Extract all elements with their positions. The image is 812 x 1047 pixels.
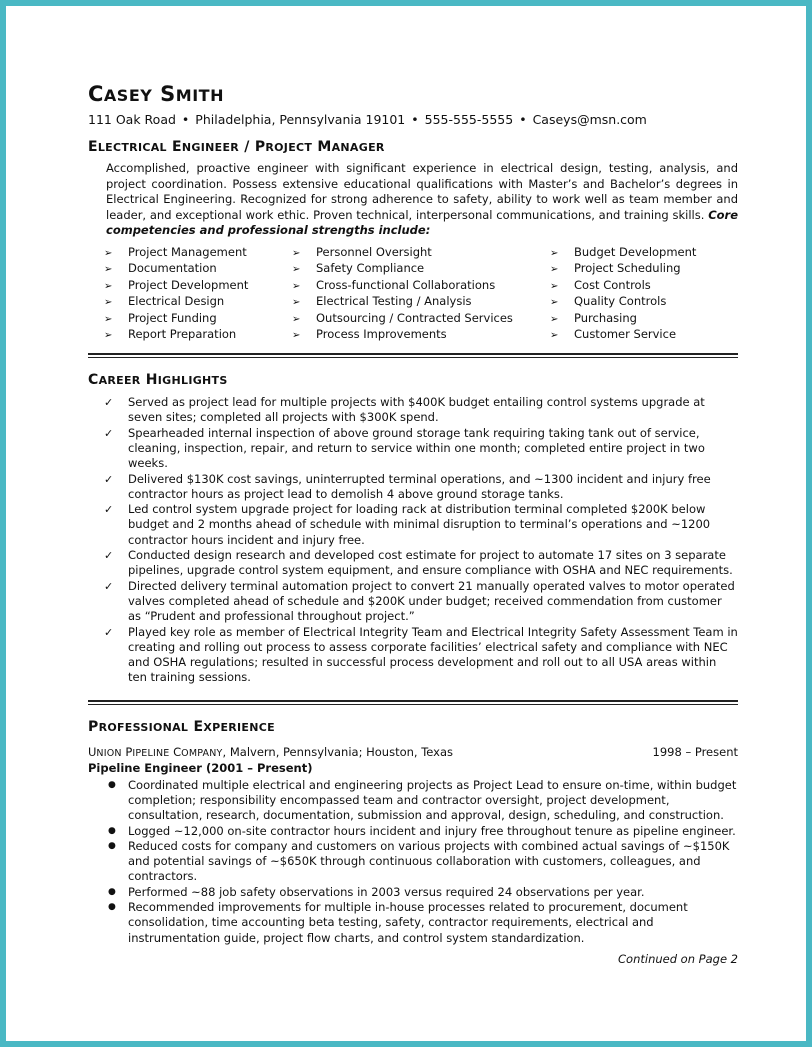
career-highlights-heading: CAREER HIGHLIGHTS	[88, 372, 228, 389]
bullet-marker: ➢	[292, 330, 301, 342]
summary-emphasis: Core competencies and professional strengths include:	[106, 207, 738, 237]
item-text: Led control system upgrade project for loading rack at distribution terminal completed $200K below budget and 2 months ahead of schedule with minimal disruption to terminal’s operations and ~1200 contractor hours incident and injury free.	[128, 502, 711, 547]
separator: •	[411, 112, 419, 127]
contact-line	[88, 111, 738, 128]
competency-item	[104, 327, 292, 344]
bullet-marker: ➢	[292, 280, 301, 292]
item-text: Project Development	[128, 277, 249, 292]
career-highlights-list	[104, 395, 738, 686]
item-text: Delivered $130K cost savings, uninterrupted terminal operations, and ~1300 incident and injury free contractor hours as project lead to demolish 4 above ground storage tanks.	[128, 471, 711, 501]
item-text: Project Funding	[128, 310, 217, 325]
bullet-marker: ➢	[292, 297, 301, 309]
competency-item	[550, 311, 730, 328]
competency-item	[550, 245, 730, 262]
bullet-marker: ✓	[104, 396, 114, 410]
competency-item	[550, 278, 730, 295]
competency-item	[550, 327, 730, 344]
duty-item	[104, 900, 738, 946]
bullet-marker: ●	[108, 886, 116, 897]
item-text: Outsourcing / Contracted Services	[316, 310, 513, 325]
item-text: Documentation	[128, 261, 217, 276]
competencies-column-1	[104, 245, 292, 345]
highlight-item	[104, 548, 738, 579]
resume-document	[88, 80, 738, 966]
candidate-name: CASEY SMITH	[88, 82, 224, 106]
item-text: Budget Development	[574, 244, 697, 259]
bullet-marker: ➢	[292, 247, 301, 259]
item-text: Logged ~12,000 on-site contractor hours incident and injury free throughout tenure as pipeline engineer.	[128, 823, 736, 838]
job-duties-list	[104, 778, 738, 946]
professional-experience-heading: PROFESSIONAL EXPERIENCE	[88, 718, 275, 735]
bullet-marker: ●	[108, 840, 116, 851]
bullet-marker: ➢	[104, 280, 113, 292]
highlight-item	[104, 395, 738, 426]
summary-paragraph: Accomplished, proactive engineer with significant experience in electrical design, testing, analysis, and project coordination. Possess extensive educational qualifications with Master’s and Bachelor’s degrees in Electrical Engineering. Recognized for strong adherence to safety, ability to work well as team member and leader, and exceptional work ethic. Proven technical, interpersonal communications, and training skills. Core competencies and professional strengths include:	[106, 161, 738, 237]
item-text: Recommended improvements for multiple in-house processes related to procurement, document consolidation, time accounting beta testing, safety, contractor requirements, electrical and instrumentation guide, project flow charts, and control system standardization.	[128, 900, 688, 945]
bullet-marker: ➢	[550, 247, 559, 259]
highlight-item	[104, 579, 738, 625]
competency-item	[292, 245, 550, 262]
bullet-marker: ➢	[292, 264, 301, 276]
continued-note: Continued on Page 2	[618, 951, 738, 966]
address: 111 Oak Road	[88, 112, 176, 127]
highlight-item	[104, 625, 738, 686]
section-divider	[88, 700, 738, 705]
bullet-marker: ✓	[104, 579, 114, 593]
competencies-column-2	[292, 245, 550, 345]
phone: 555-555-5555	[424, 112, 514, 127]
competency-item	[292, 311, 550, 328]
bullet-marker: ➢	[550, 330, 559, 342]
bullet-marker: ➢	[104, 297, 113, 309]
competency-item	[292, 278, 550, 295]
competency-item	[292, 294, 550, 311]
bullet-marker: ➢	[550, 264, 559, 276]
bullet-marker: ➢	[550, 280, 559, 292]
item-text: Customer Service	[574, 327, 677, 342]
competency-item	[292, 261, 550, 278]
item-text: Performed ~88 job safety observations in 2003 versus required 24 observations per year.	[128, 884, 645, 899]
bullet-marker: ➢	[104, 330, 113, 342]
item-text: Reduced costs for company and customers on various projects with combined actual savings of ~$150K and potential savings of ~$650K through continuous collaboration with customers, colleagues, and contractors.	[128, 838, 730, 884]
duty-item	[104, 824, 738, 839]
headline: ELECTRICAL ENGINEER / PROJECT MANAGER	[88, 139, 385, 155]
highlight-item	[104, 502, 738, 548]
bullet-marker: ✓	[104, 503, 114, 517]
item-text: Process Improvements	[316, 327, 447, 342]
bullet-marker: ●	[108, 779, 116, 790]
competency-item	[550, 294, 730, 311]
competency-item	[104, 294, 292, 311]
item-text: Cost Controls	[574, 277, 651, 292]
duty-item	[104, 778, 738, 824]
item-text: Directed delivery terminal automation project to convert 21 manually operated valves to motor operated valves completed ahead of schedule and $200K under budget; received commendation from customer as “Prudent and professional throughout project.”	[128, 578, 735, 624]
item-text: Electrical Testing / Analysis	[316, 294, 472, 309]
item-text: Spearheaded internal inspection of above ground storage tank requiring taking tank out of service, cleaning, inspection, repair, and return to service within one month; completed entire project in two weeks.	[128, 425, 705, 471]
company-location: , Malvern, Pennsylvania; Houston, Texas	[222, 744, 454, 759]
bullet-marker: ●	[108, 902, 116, 913]
competency-item	[104, 261, 292, 278]
separator: •	[181, 112, 190, 127]
item-text: Electrical Design	[128, 294, 225, 309]
item-text: Cross-functional Collaborations	[316, 277, 496, 292]
highlight-item	[104, 426, 738, 472]
item-text: Purchasing	[574, 310, 637, 325]
company-line: UNION PIPELINE COMPANY, Malvern, Pennsylvania; Houston, Texas	[88, 744, 454, 759]
competency-item	[104, 245, 292, 262]
highlight-item	[104, 472, 738, 503]
bullet-marker: ➢	[292, 313, 301, 325]
city: Philadelphia, Pennsylvania 19101	[195, 112, 406, 127]
item-text: Project Scheduling	[574, 261, 681, 276]
bullet-marker: ➢	[550, 313, 559, 325]
bullet-marker: ✓	[104, 426, 114, 440]
duty-item	[104, 885, 738, 900]
email: Caseys@msn.com	[532, 112, 647, 127]
bullet-marker: ✓	[104, 625, 114, 639]
bullet-marker: ➢	[550, 297, 559, 309]
competency-item	[550, 261, 730, 278]
competency-item	[292, 327, 550, 344]
competencies-list	[104, 245, 738, 345]
item-text: Safety Compliance	[316, 261, 425, 276]
job-header	[88, 745, 738, 761]
competency-item	[104, 311, 292, 328]
item-text: Coordinated multiple electrical and engineering projects as Project Lead to ensure on-time, within budget completion; responsibility encompassed team and contractor oversight, project development, consultation, research, documentation, submission and approval, design, scheduling, and construction.	[128, 777, 737, 823]
section-divider	[88, 353, 738, 358]
item-text: Played key role as member of Electrical Integrity Team and Electrical Integrity Safety Assessment Team in creating and rolling out process to assess corporate facilities’ electrical safety and compliance with NEC and OSHA regulations; resulted in successful process development and roll out to all USA areas within ten training sessions.	[128, 624, 738, 685]
bullet-marker: ➢	[104, 264, 113, 276]
separator: •	[519, 112, 527, 127]
bullet-marker: ➢	[104, 247, 113, 259]
job-dates: 1998 – Present	[652, 744, 738, 759]
bullet-marker: ✓	[104, 472, 114, 486]
competency-item	[104, 278, 292, 295]
item-text: Conducted design research and developed cost estimate for project to automate 17 sites on 3 separate pipelines, upgrade control system equipment, and ensure compliance with OSHA and NEC requirements.	[128, 548, 733, 578]
bullet-marker: ●	[108, 825, 116, 836]
duty-item	[104, 839, 738, 885]
item-text: Report Preparation	[128, 327, 237, 342]
item-text: Quality Controls	[574, 294, 667, 309]
bullet-marker: ➢	[104, 313, 113, 325]
job-title: Pipeline Engineer (2001 – Present)	[88, 760, 313, 775]
competencies-column-3	[550, 245, 730, 345]
bullet-marker: ✓	[104, 549, 114, 563]
item-text: Project Management	[128, 244, 247, 259]
item-text: Served as project lead for multiple projects with $400K budget entailing control systems upgrade at seven sites; completed all projects with $300K spend.	[128, 395, 705, 425]
item-text: Personnel Oversight	[316, 244, 432, 259]
